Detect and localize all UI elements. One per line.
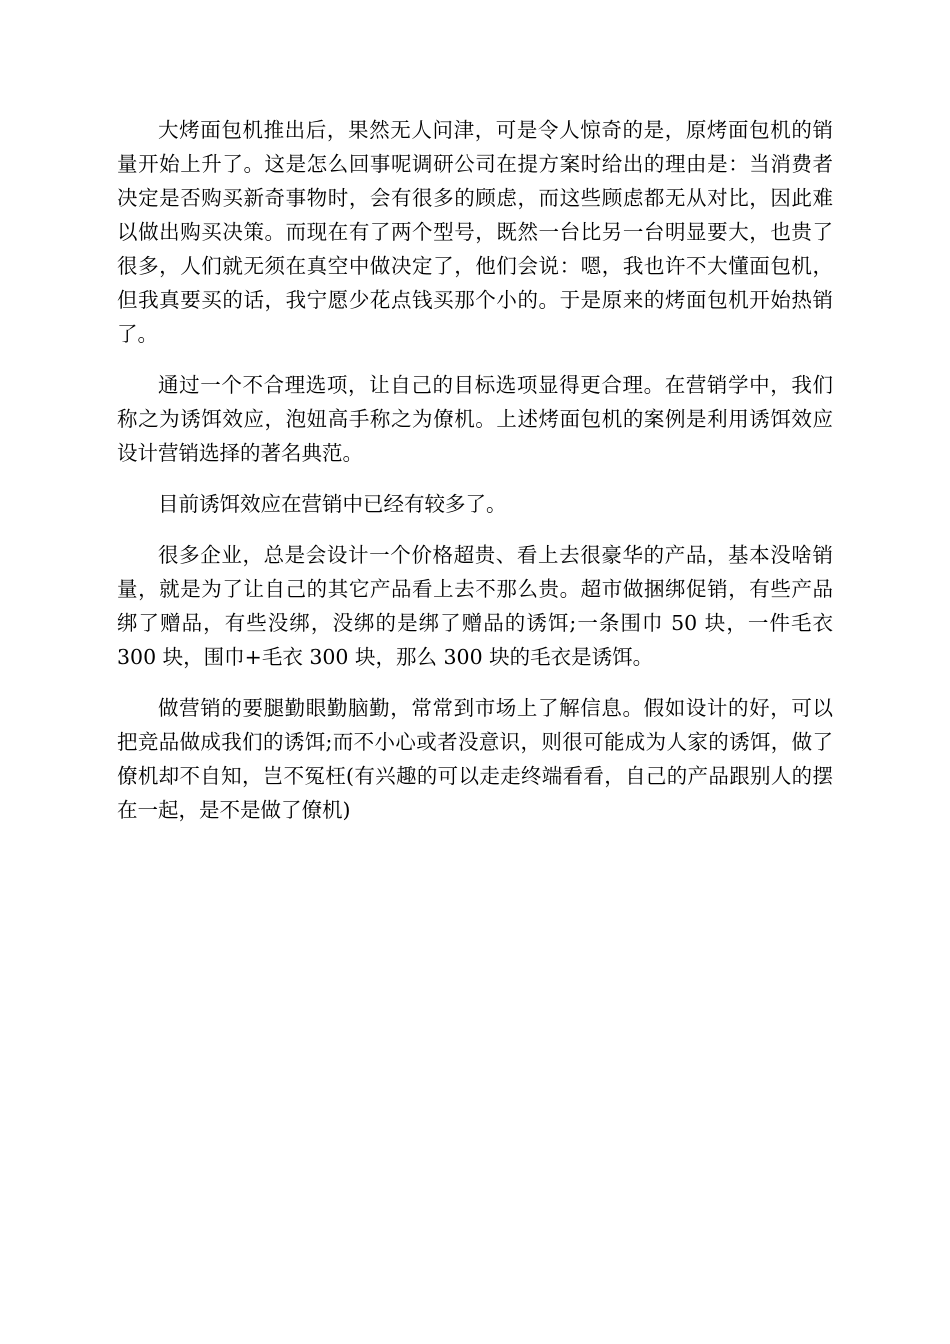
paragraph-enterprise-examples: 很多企业，总是会设计一个价格超贵、看上去很豪华的产品，基本没啥销量，就是为了让自己的其它产品看上去不那么贵。超市做捆绑促销，有些产品绑了赠品，有些没绑，没绑的是绑了赠品的诱饵;一条围巾 50 块，一件毛衣 300 块，围巾+毛衣 300 块，那么 300 块的毛衣是诱饵。 (117, 543, 833, 669)
paragraph-toaster-case: 大烤面包机推出后，果然无人问津，可是令人惊奇的是，原烤面包机的销量开始上升了。这是怎么回事呢调研公司在提方案时给出的理由是：当消费者决定是否购买新奇事物时，会有很多的顾虑，而这些顾虑都无从对比，因此难以做出购买决策。而现在有了两个型号，既然一台比另一台明显要大，也贵了很多，人们就无须在真空中做决定了，他们会说：嗯，我也许不大懂面包机，但我真要买的话，我宁愿少花点钱买那个小的。于是原来的烤面包机开始热销了。 (117, 118, 833, 346)
paragraph-marketing-advice: 做营销的要腿勤眼勤脑勤，常常到市场上了解信息。假如设计的好，可以把竞品做成我们的诱饵;而不小心或者没意识，则很可能成为人家的诱饵，做了僚机却不自知，岂不冤枉(有兴趣的可以走走终端看看，自己的产品跟别人的摆在一起，是不是做了僚机) (117, 696, 833, 822)
paragraph-decoy-effect-definition: 通过一个不合理选项，让自己的目标选项显得更合理。在营销学中，我们称之为诱饵效应，泡妞高手称之为僚机。上述烤面包机的案例是利用诱饵效应设计营销选择的著名典范。 (117, 373, 833, 465)
paragraph-decoy-effect-usage: 目前诱饵效应在营销中已经有较多了。 (158, 492, 507, 516)
document-body (117, 113, 833, 844)
